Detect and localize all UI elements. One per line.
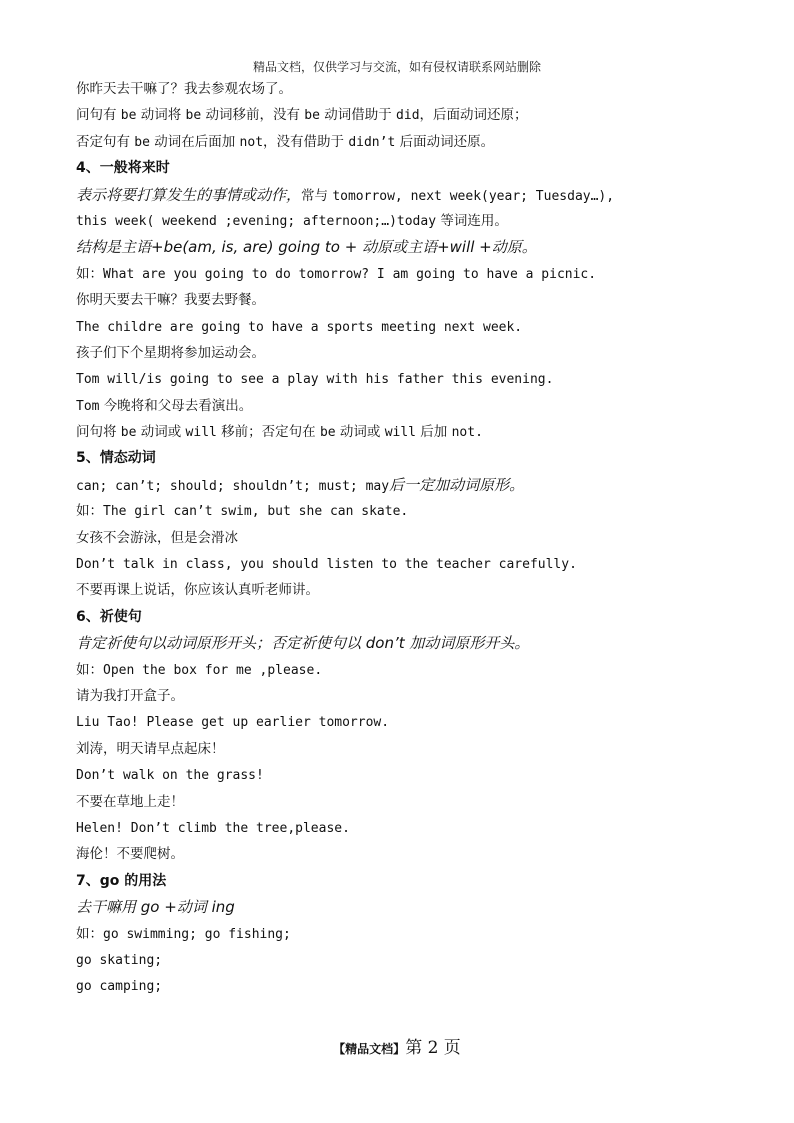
text-segment: 不要在草地上走！ — [76, 793, 184, 810]
text-line — [76, 577, 726, 603]
text-line — [76, 630, 726, 656]
text-segment: 4、一般将来时 — [76, 160, 170, 177]
text-line — [76, 894, 726, 920]
text-line — [76, 657, 726, 683]
text-line — [76, 419, 726, 445]
text-segment: 如： — [76, 925, 103, 942]
text-line — [76, 76, 726, 102]
text-line — [76, 789, 726, 815]
text-line — [76, 366, 726, 392]
english-text: What are you going to do tomorrow? I am going to have a picnic. — [103, 266, 597, 282]
text-segment: 动词在后面加 — [149, 133, 240, 150]
english-text: The girl can’t swim, but she can skate. — [103, 504, 409, 520]
text-segment: 不要再课上说话，你应该认真听老师讲。 — [76, 582, 319, 599]
emphasis-text: 后一定加动词原形。 — [389, 475, 525, 494]
text-segment: 5、情态动词 — [76, 450, 156, 467]
text-segment: 女孩不会游泳，但是会滑冰 — [76, 529, 238, 546]
text-line — [76, 314, 726, 340]
english-text: The childre are going to have a sports meeting next week. — [76, 319, 523, 335]
text-segment: 问句将 — [76, 424, 121, 441]
english-text: Liu Tao! Please get up earlier tomorrow. — [76, 715, 390, 731]
text-segment: 7、go 的用法 — [76, 872, 167, 889]
english-text: can; can’t; should; shouldn’t; must; may — [76, 478, 390, 494]
english-text: Tom will/is going to see a play with his father this evening. — [76, 372, 554, 388]
english-text: go swimming; go fishing; — [103, 926, 291, 942]
english-text: Open the box for me ,please. — [103, 662, 323, 678]
text-segment: 你明天要去干嘛？我要去野餐。 — [76, 292, 265, 309]
english-text: will — [384, 425, 417, 441]
footer-tag: 【精品文档】 — [333, 1042, 406, 1056]
english-text: be — [120, 425, 137, 441]
english-text: this week( weekend ;evening; afternoon;…)today — [76, 213, 437, 229]
section-heading — [76, 868, 726, 894]
text-segment: 动词借助于 — [319, 107, 397, 124]
text-line — [76, 947, 726, 973]
text-segment: 等词连用。 — [436, 212, 508, 229]
english-text: be — [319, 425, 336, 441]
text-segment: 如： — [76, 503, 103, 520]
emphasis-text: 结构是主语+be(am, is, are) going to + 动原或主语+will +动原。 — [76, 238, 537, 257]
text-segment: 动词将 — [136, 107, 186, 124]
english-text: Helen! Don’t climb the tree,please. — [76, 820, 350, 836]
page-number: 第 2 页 — [405, 1038, 461, 1058]
text-line — [76, 525, 726, 551]
text-line — [76, 234, 726, 260]
text-segment: 否定句有 — [76, 133, 135, 150]
text-segment: 动词或 — [136, 424, 186, 441]
text-line — [76, 102, 726, 128]
text-line — [76, 287, 726, 313]
english-text: didn’t — [348, 134, 396, 150]
text-line — [76, 973, 726, 999]
watermark-header: 精品文档，仅供学习与交流，如有侵权请联系网站删除 — [252, 60, 541, 74]
english-text: be — [134, 134, 150, 150]
text-line — [76, 182, 726, 208]
text-segment: 海伦！不要爬树。 — [76, 846, 184, 863]
text-line — [76, 340, 726, 366]
section-heading — [76, 155, 726, 181]
text-line — [76, 129, 726, 155]
text-segment: 后面动词还原。 — [395, 133, 495, 150]
english-text: will — [185, 425, 217, 441]
english-text: go camping; — [76, 979, 163, 995]
english-text: go skating; — [76, 952, 163, 968]
text-segment: 如： — [76, 265, 103, 282]
text-segment: 移前；否定句在 — [216, 424, 320, 441]
text-line — [76, 815, 726, 841]
text-segment: 6、祈使句 — [76, 608, 142, 625]
text-line — [76, 551, 726, 577]
text-line — [76, 261, 726, 287]
english-text: be — [120, 108, 137, 124]
text-segment: 动词移前，没有 — [201, 107, 305, 124]
text-segment: ，没有借助于 — [263, 133, 349, 150]
english-text: not — [239, 134, 264, 150]
text-segment: 常与 — [301, 187, 333, 204]
text-segment: 刘涛，明天请早点起床！ — [76, 740, 225, 757]
text-line — [76, 472, 726, 498]
text-segment: 今晚将和父母去看演出。 — [99, 397, 253, 414]
section-heading — [76, 604, 726, 630]
text-segment: 后加 — [416, 424, 452, 441]
section-heading — [76, 445, 726, 471]
emphasis-text: 去干嘛用 go +动词 ing — [76, 898, 235, 917]
text-segment: 动词或 — [335, 424, 385, 441]
text-segment: 孩子们下个星期将参加运动会。 — [76, 344, 265, 361]
text-line — [76, 683, 726, 709]
english-text: did — [396, 108, 420, 124]
english-text: not. — [451, 425, 483, 441]
text-line — [76, 762, 726, 788]
text-line — [76, 498, 726, 524]
text-segment: ，后面动词还原； — [419, 107, 528, 124]
text-segment: 如： — [76, 661, 103, 678]
text-line — [76, 208, 726, 234]
english-text: Tom — [76, 398, 100, 414]
emphasis-text: 肯定祈使句以动词原形开头；否定祈使句以 don’t 加动词原形开头。 — [76, 634, 530, 653]
text-line — [76, 709, 726, 735]
english-text: Don’t walk on the grass! — [76, 768, 264, 784]
text-line — [76, 921, 726, 947]
text-line — [76, 393, 726, 419]
english-text: be — [304, 108, 320, 124]
text-segment: 请为我打开盒子。 — [76, 687, 184, 704]
text-segment: 你昨天去干嘛了？我去参观农场了。 — [76, 81, 292, 97]
text-segment: 问句有 — [76, 107, 121, 124]
page-footer — [0, 1033, 794, 1058]
english-text: Don’t talk in class, you should listen to the teacher carefully. — [76, 557, 577, 573]
emphasis-text: 表示将要打算发生的事情或动作， — [76, 185, 302, 204]
document-body — [76, 76, 726, 1000]
text-line — [76, 841, 726, 867]
text-line — [76, 736, 726, 762]
english-text: be — [185, 108, 202, 124]
english-text: tomorrow, next week(year; Tuesday…), — [332, 188, 615, 204]
